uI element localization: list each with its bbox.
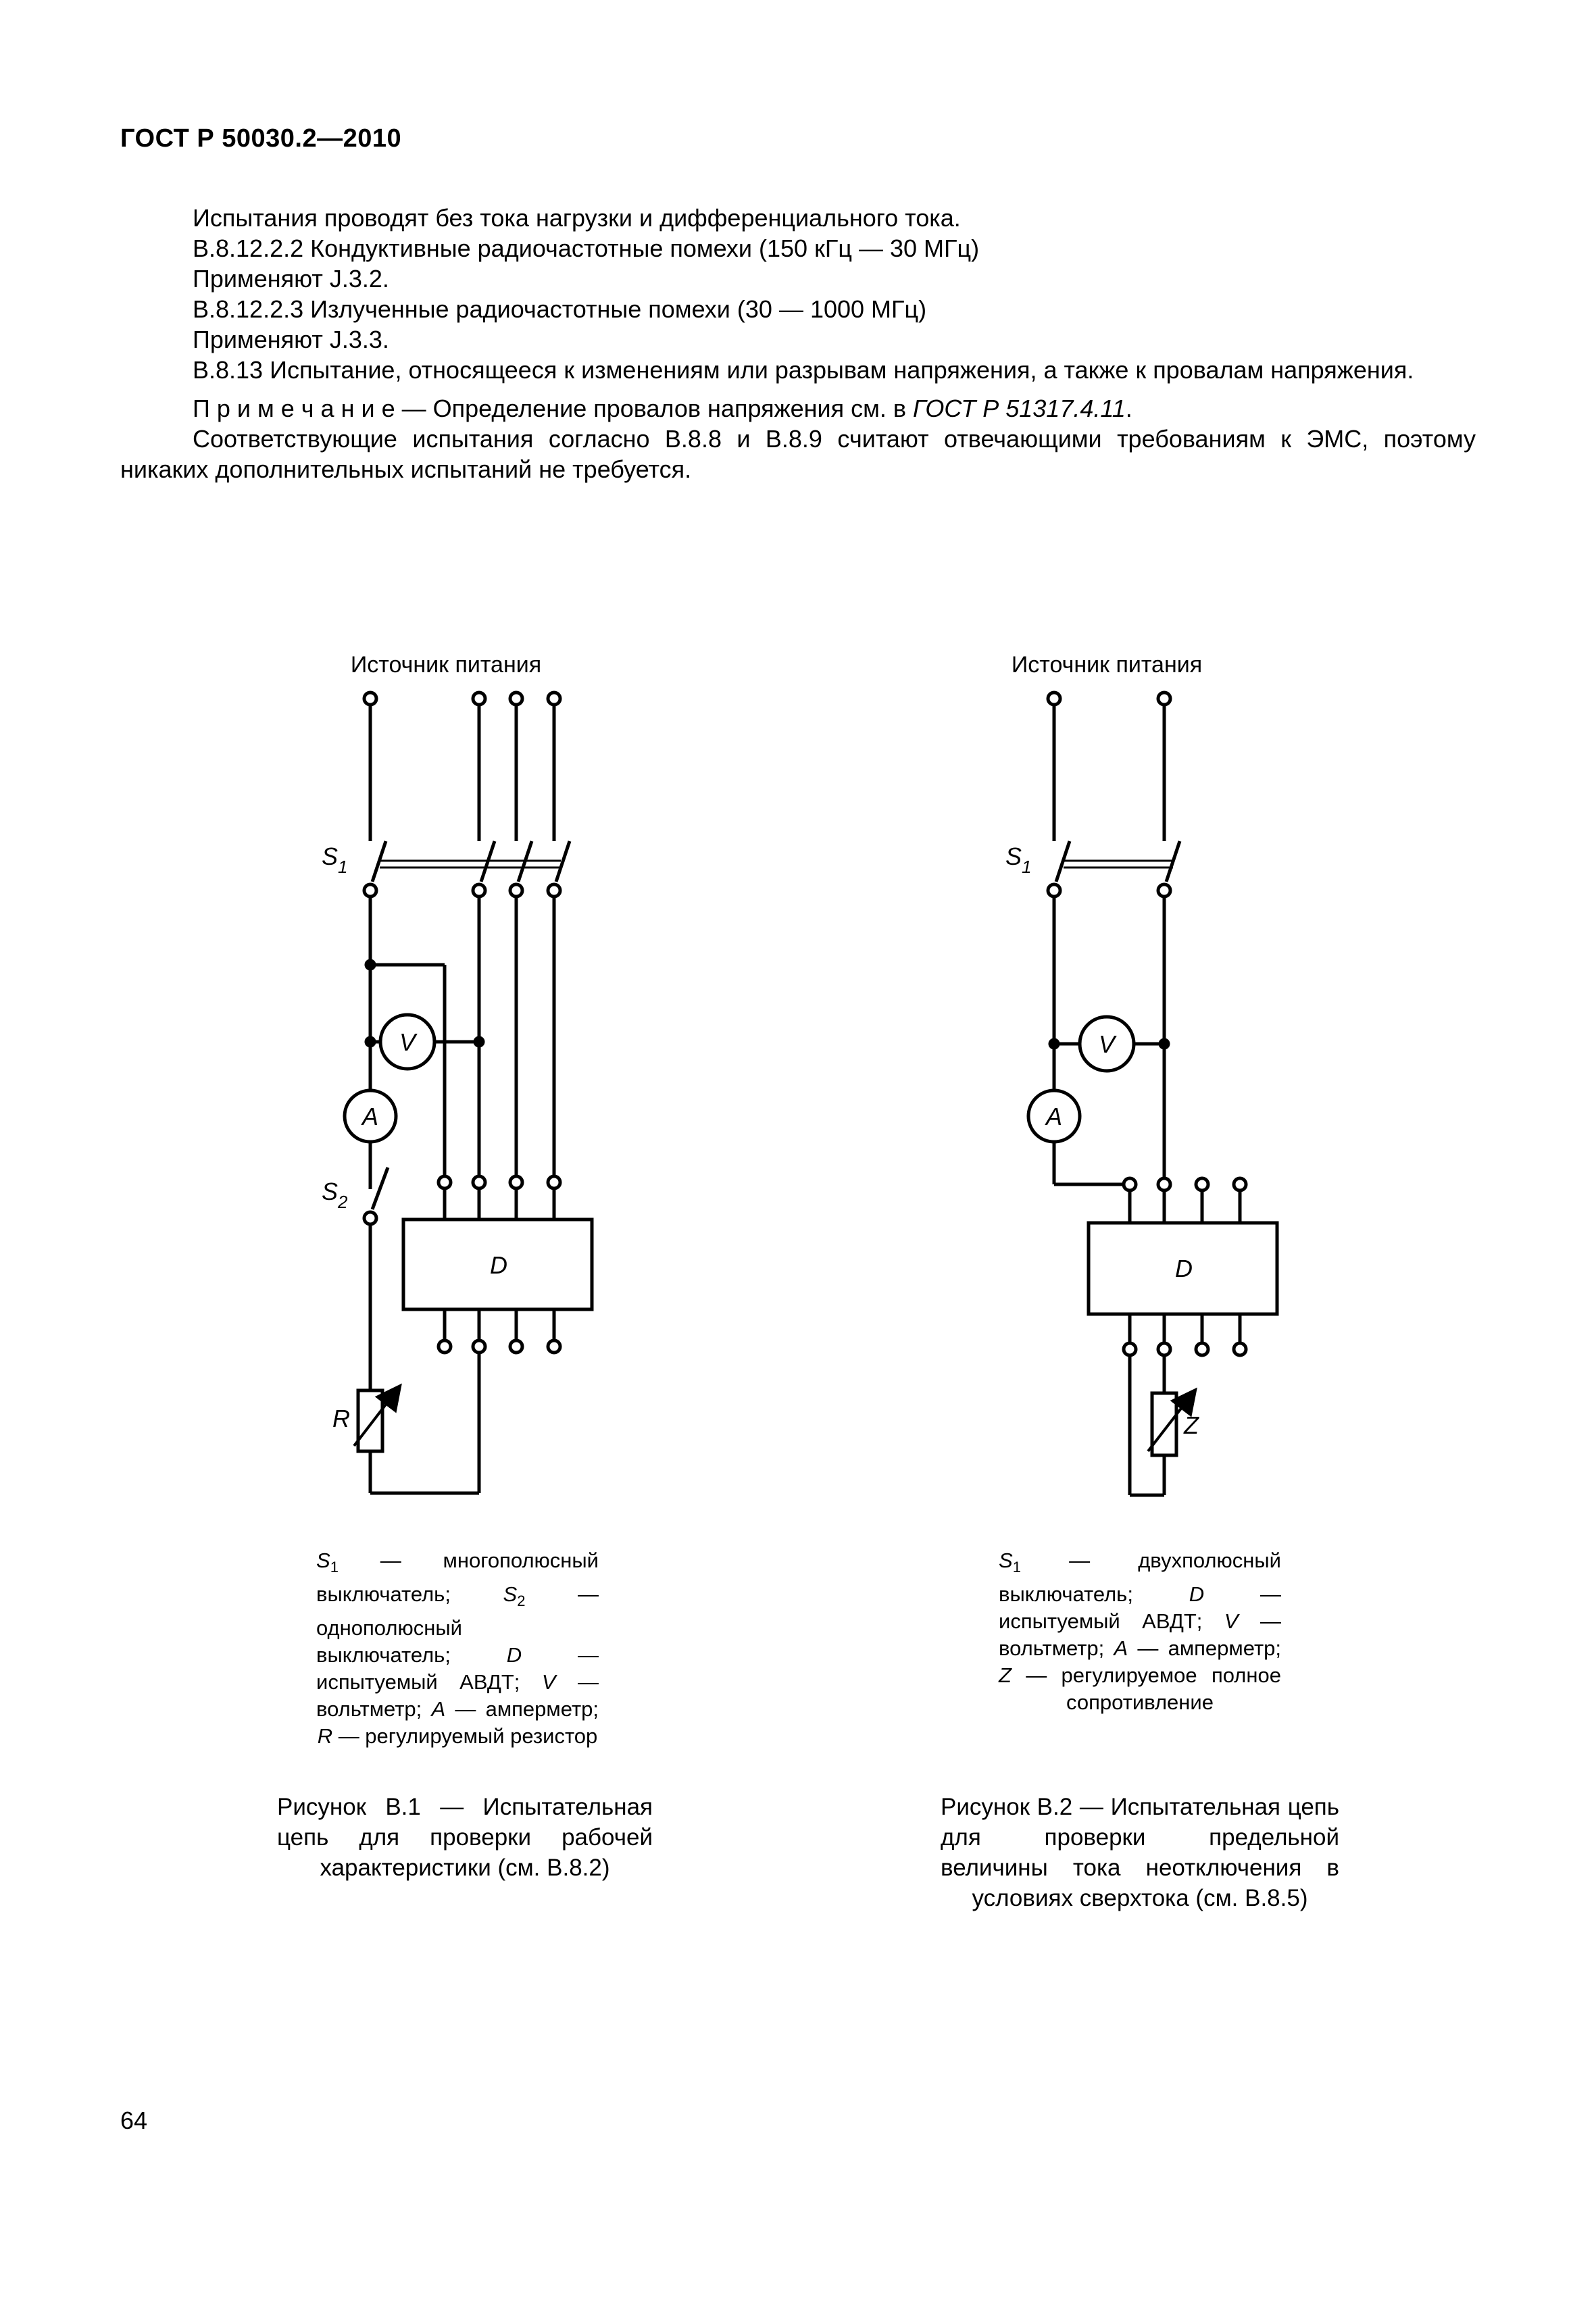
legend-fragment: — многополюсный выключатель; [316, 1549, 599, 1607]
terminal [1196, 1178, 1208, 1190]
ammeter-label: A [1045, 1103, 1063, 1130]
paragraph: Применяют J.3.3. [193, 326, 389, 353]
note-text: — Определение провалов напряжения см. в [395, 395, 914, 422]
terminal [1048, 884, 1060, 897]
terminal [548, 1176, 560, 1188]
legend-fragment: Z [999, 1663, 1012, 1688]
terminal [1234, 1178, 1246, 1190]
legend-fragment: R [317, 1724, 333, 1749]
legend-fragment: A [1114, 1636, 1128, 1661]
terminal [1196, 1343, 1208, 1355]
figure-2-caption: Рисунок В.2 — Испытательная цепь для проверки предельной величины тока неотключения в условиях сверхтока (см. В.8.5) [941, 1794, 1339, 1911]
terminal [1158, 884, 1170, 897]
variable-resistor [358, 1390, 382, 1451]
terminal [364, 1212, 376, 1224]
terminal [439, 1340, 451, 1353]
terminal [473, 1340, 485, 1353]
terminal [364, 884, 376, 897]
s1-label: $S_1$ [322, 842, 348, 877]
legend-fragment: V [1224, 1609, 1239, 1634]
device-label: D [490, 1251, 507, 1279]
terminal [1158, 1178, 1170, 1190]
paragraph: Соответствующие испытания согласно В.8.8 и В.8.9 считают отвечающими требованиям к ЭМС, поэтому никаких дополнительных испытаний не требуется. [120, 425, 1476, 483]
terminal [473, 1176, 485, 1188]
terminal [1124, 1178, 1136, 1190]
legend-fragment: — амперметр; [445, 1697, 599, 1721]
legend-fragment: — амперметр; [1128, 1636, 1281, 1661]
paragraph: В.8.12.2.3 Излученные радиочастотные помехи (30 — 1000 МГц) [193, 295, 927, 323]
ammeter-label: A [361, 1103, 379, 1130]
terminal [548, 1340, 560, 1353]
terminal [510, 1340, 522, 1353]
legend-fragment: D [506, 1643, 522, 1667]
paragraph: Применяют J.3.2. [193, 265, 389, 293]
legend-fragment: — вольтметр; [316, 1670, 599, 1721]
terminal [473, 693, 485, 705]
terminal [1048, 693, 1060, 705]
legend-fragment: S [316, 1549, 330, 1572]
paragraph: В.8.13 Испытание, относящееся к изменениям или разрывам напряжения, а также к провалам напряжения. [193, 356, 1414, 384]
note-end: . [1125, 395, 1132, 422]
figure-2-legend [999, 1547, 1281, 1716]
legend-fragment: 2 [517, 1592, 526, 1610]
legend-fragment: V [541, 1670, 556, 1694]
figure-1-circuit [322, 652, 592, 1493]
legend-fragment: S [999, 1549, 1013, 1572]
terminal [1124, 1343, 1136, 1355]
figure-2-circuit [1005, 652, 1277, 1495]
terminal [510, 884, 522, 897]
legend-fragment: — испытуемый АВДТ; [999, 1582, 1281, 1634]
terminal [1234, 1343, 1246, 1355]
page-header: ГОСТ Р 50030.2—2010 [120, 124, 402, 153]
figure-2-source-label: Источник питания [1011, 652, 1203, 678]
legend-fragment: 1 [1012, 1559, 1021, 1576]
variable-impedance [1152, 1393, 1176, 1455]
legend-fragment: — испытуемый АВДТ; [316, 1643, 599, 1694]
terminal [548, 884, 560, 897]
terminal [364, 693, 376, 705]
s1-label: $S_1$ [1005, 842, 1032, 877]
figure-1-source-label: Источник питания [350, 652, 542, 678]
terminal [473, 884, 485, 897]
legend-fragment: — регулируемый резистор [332, 1724, 598, 1749]
terminal [1158, 693, 1170, 705]
legend-fragment: — двухполюсный выключатель; [999, 1549, 1281, 1607]
legend-fragment: — однополюсный выключатель; [316, 1582, 599, 1667]
device-label: D [1175, 1255, 1193, 1282]
voltmeter-label: V [399, 1028, 416, 1056]
s2-label: $S_2$ [322, 1178, 348, 1212]
terminal [439, 1176, 451, 1188]
legend-fragment: D [1189, 1582, 1205, 1607]
note-label: П р и м е ч а н и е [193, 395, 395, 422]
legend-fragment: 1 [330, 1559, 339, 1576]
paragraph: Испытания проводят без тока нагрузки и дифференциального тока. [193, 204, 961, 232]
impedance-label: Z [1184, 1411, 1199, 1439]
figure-1-legend [316, 1547, 599, 1750]
paragraph: В.8.12.2.2 Кондуктивные радиочастотные помехи (150 кГц — 30 МГц) [193, 234, 980, 262]
terminal [1158, 1343, 1170, 1355]
terminal [510, 693, 522, 705]
figure-1-caption: Рисунок В.1 — Испытательная цепь для проверки рабочей характеристики (см. В.8.2) [277, 1794, 653, 1881]
terminal [548, 693, 560, 705]
page-number: 64 [120, 2107, 148, 2134]
note-reference: ГОСТ Р 51317.4.11 [913, 395, 1126, 422]
voltmeter-label: V [1098, 1030, 1116, 1058]
legend-fragment: — регулируемое полное сопротивление [1011, 1663, 1281, 1715]
resistor-label: R [332, 1405, 350, 1432]
legend-fragment: S [503, 1582, 518, 1607]
legend-fragment: — вольтметр; [999, 1609, 1281, 1661]
terminal [510, 1176, 522, 1188]
legend-fragment: A [431, 1697, 446, 1721]
